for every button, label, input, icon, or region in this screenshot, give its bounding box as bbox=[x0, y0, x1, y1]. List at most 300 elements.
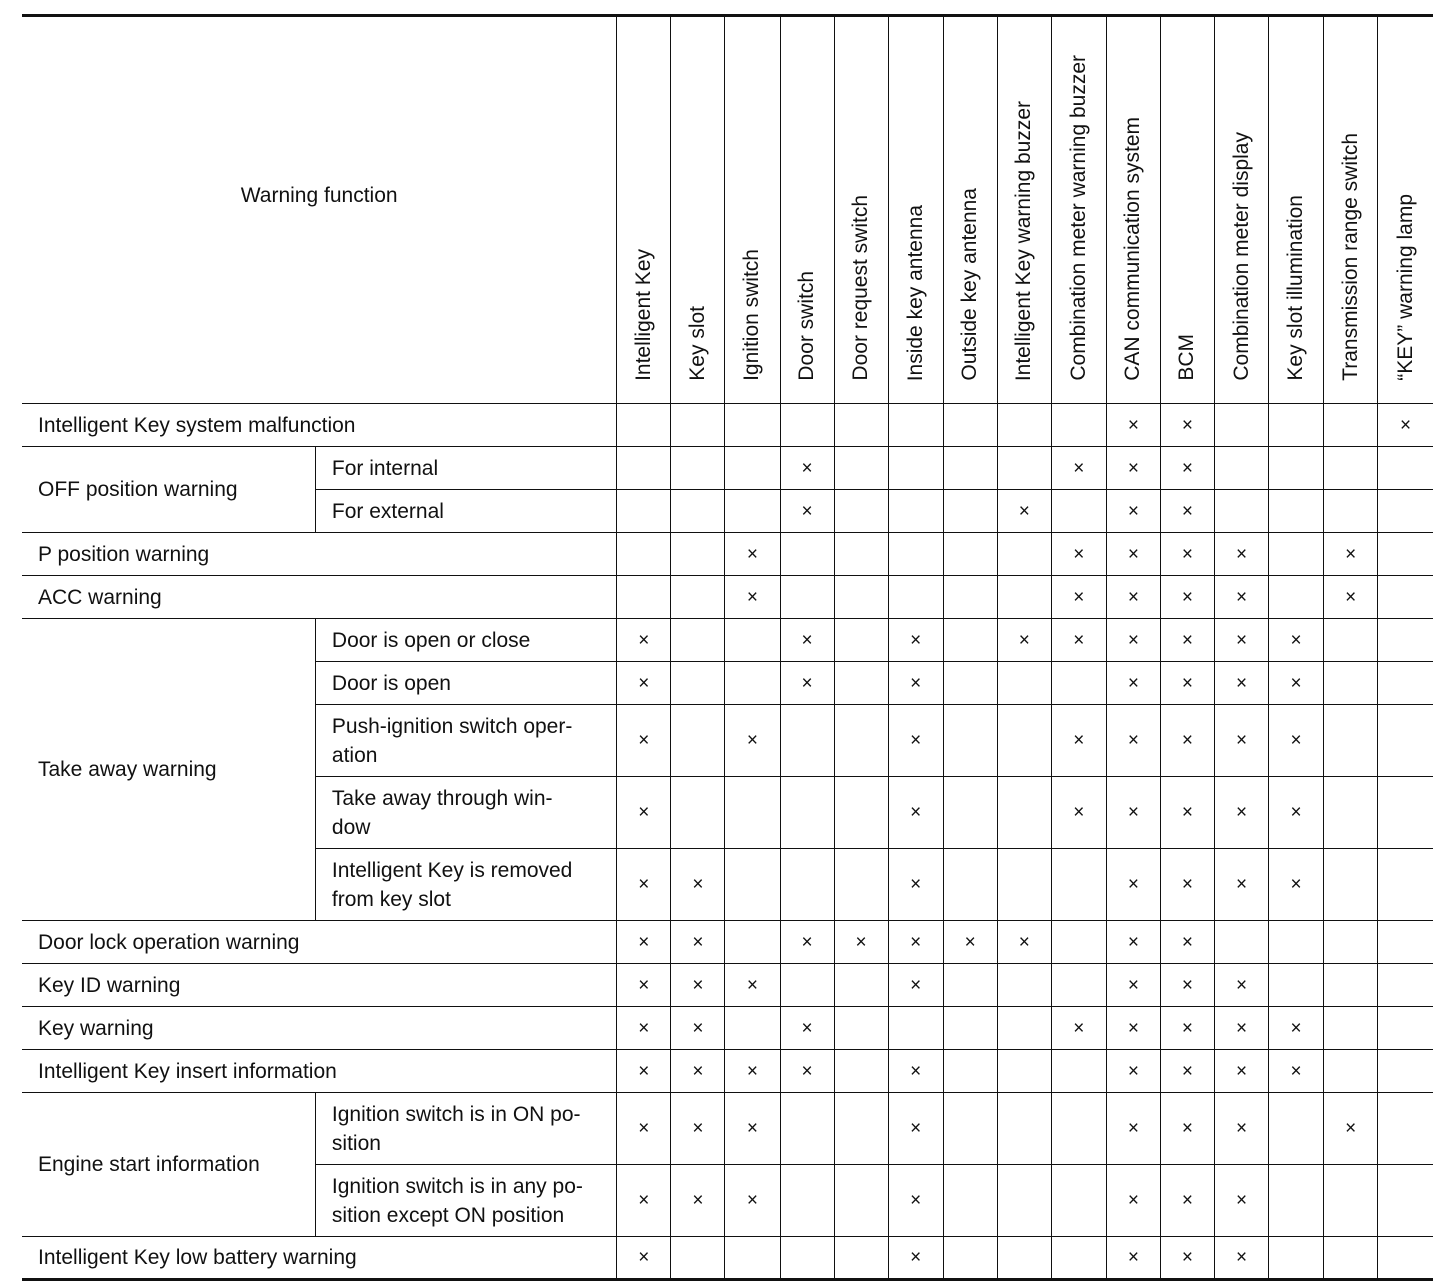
col-header-key-slot bbox=[671, 16, 725, 404]
empty-cell bbox=[617, 533, 671, 576]
applicable-mark: × bbox=[1160, 1007, 1214, 1050]
empty-cell bbox=[1051, 849, 1106, 921]
empty-cell bbox=[780, 404, 834, 447]
applicable-mark: × bbox=[1160, 576, 1214, 619]
applicable-mark: × bbox=[1106, 1093, 1160, 1165]
empty-cell bbox=[725, 662, 780, 705]
empty-cell bbox=[997, 447, 1051, 490]
empty-cell bbox=[617, 576, 671, 619]
applicable-mark: × bbox=[1215, 576, 1269, 619]
empty-cell bbox=[888, 447, 943, 490]
col-header-label: Inside key antenna bbox=[903, 204, 927, 381]
col-header-label: Combination meter warning buzzer bbox=[1066, 55, 1090, 381]
warning-function-label: ACC warning bbox=[22, 576, 617, 619]
empty-cell bbox=[780, 777, 834, 849]
applicable-mark: × bbox=[1051, 576, 1106, 619]
empty-cell bbox=[1324, 447, 1378, 490]
empty-cell bbox=[997, 576, 1051, 619]
applicable-mark: × bbox=[888, 1050, 943, 1093]
col-header-can-communication-system bbox=[1106, 16, 1160, 404]
col-header-label: Transmission range switch bbox=[1338, 133, 1362, 381]
applicable-mark: × bbox=[1106, 1007, 1160, 1050]
col-header-label: Door request switch bbox=[849, 195, 873, 381]
applicable-mark: × bbox=[1106, 490, 1160, 533]
applicable-mark: × bbox=[1160, 533, 1214, 576]
empty-cell bbox=[834, 1050, 888, 1093]
col-header-intelligent-key bbox=[617, 16, 671, 404]
empty-cell bbox=[1269, 921, 1324, 964]
empty-cell bbox=[1378, 490, 1433, 533]
col-header-label: Combination meter display bbox=[1229, 132, 1253, 381]
empty-cell bbox=[1324, 619, 1378, 662]
applicable-mark: × bbox=[1160, 964, 1214, 1007]
applicable-mark: × bbox=[1215, 964, 1269, 1007]
empty-cell bbox=[1269, 404, 1324, 447]
col-header-combination-meter-warning-buzzer bbox=[1051, 16, 1106, 404]
empty-cell bbox=[725, 921, 780, 964]
empty-cell bbox=[1378, 576, 1433, 619]
warning-function-label: Key ID warning bbox=[22, 964, 617, 1007]
col-header-door-switch bbox=[780, 16, 834, 404]
empty-cell bbox=[1051, 662, 1106, 705]
applicable-mark: × bbox=[1051, 619, 1106, 662]
applicable-mark: × bbox=[1106, 533, 1160, 576]
empty-cell bbox=[1378, 619, 1433, 662]
empty-cell bbox=[1378, 705, 1433, 777]
applicable-mark: × bbox=[1269, 777, 1324, 849]
table-row bbox=[22, 619, 1433, 662]
col-header-door-request-switch bbox=[834, 16, 888, 404]
applicable-mark: × bbox=[671, 849, 725, 921]
table-row bbox=[22, 404, 1433, 447]
applicable-mark: × bbox=[943, 921, 997, 964]
empty-cell bbox=[943, 447, 997, 490]
empty-cell bbox=[1378, 849, 1433, 921]
empty-cell bbox=[1324, 964, 1378, 1007]
applicable-mark: × bbox=[1106, 1050, 1160, 1093]
applicable-mark: × bbox=[1051, 447, 1106, 490]
applicable-mark: × bbox=[1269, 849, 1324, 921]
empty-cell bbox=[780, 533, 834, 576]
empty-cell bbox=[725, 777, 780, 849]
applicable-mark: × bbox=[1215, 533, 1269, 576]
table-row bbox=[22, 1237, 1433, 1280]
applicable-mark: × bbox=[617, 964, 671, 1007]
applicable-mark: × bbox=[780, 1050, 834, 1093]
applicable-mark: × bbox=[888, 1165, 943, 1237]
warning-function-header: Warning function bbox=[22, 16, 617, 404]
applicable-mark: × bbox=[1106, 849, 1160, 921]
table-row bbox=[22, 1050, 1433, 1093]
empty-cell bbox=[997, 1007, 1051, 1050]
applicable-mark: × bbox=[617, 705, 671, 777]
empty-cell bbox=[943, 533, 997, 576]
empty-cell bbox=[671, 447, 725, 490]
empty-cell bbox=[725, 490, 780, 533]
applicable-mark: × bbox=[725, 1093, 780, 1165]
applicable-mark: × bbox=[1215, 849, 1269, 921]
empty-cell bbox=[997, 849, 1051, 921]
empty-cell bbox=[1269, 576, 1324, 619]
empty-cell bbox=[780, 1093, 834, 1165]
empty-cell bbox=[943, 1093, 997, 1165]
empty-cell bbox=[943, 849, 997, 921]
table-row bbox=[22, 1093, 1433, 1165]
applicable-mark: × bbox=[1051, 1007, 1106, 1050]
col-header-label: Door switch bbox=[795, 271, 819, 381]
warning-function-label: Intelligent Key insert information bbox=[22, 1050, 617, 1093]
empty-cell bbox=[1269, 1237, 1324, 1280]
empty-cell bbox=[834, 777, 888, 849]
empty-cell bbox=[834, 1007, 888, 1050]
applicable-mark: × bbox=[1160, 921, 1214, 964]
empty-cell bbox=[1378, 964, 1433, 1007]
empty-cell bbox=[1269, 964, 1324, 1007]
warning-condition-label: Door is open bbox=[315, 662, 616, 705]
empty-cell bbox=[671, 777, 725, 849]
applicable-mark: × bbox=[780, 662, 834, 705]
applicable-mark: × bbox=[1269, 619, 1324, 662]
empty-cell bbox=[1378, 1007, 1433, 1050]
applicable-mark: × bbox=[1160, 1165, 1214, 1237]
empty-cell bbox=[834, 404, 888, 447]
applicable-mark: × bbox=[1215, 1007, 1269, 1050]
applicable-mark: × bbox=[1106, 705, 1160, 777]
empty-cell bbox=[1215, 921, 1269, 964]
col-header-transmission-range-switch bbox=[1324, 16, 1378, 404]
applicable-mark: × bbox=[1160, 849, 1214, 921]
empty-cell bbox=[1324, 705, 1378, 777]
col-header-label: Key slot illumination bbox=[1284, 195, 1308, 381]
applicable-mark: × bbox=[888, 1093, 943, 1165]
applicable-mark: × bbox=[834, 921, 888, 964]
applicable-mark: × bbox=[617, 1050, 671, 1093]
empty-cell bbox=[780, 576, 834, 619]
empty-cell bbox=[725, 1237, 780, 1280]
col-header-label: CAN communication system bbox=[1121, 117, 1145, 381]
applicable-mark: × bbox=[888, 619, 943, 662]
applicable-mark: × bbox=[617, 849, 671, 921]
empty-cell bbox=[943, 777, 997, 849]
warning-function-label: Door lock operation warning bbox=[22, 921, 617, 964]
table-row bbox=[22, 964, 1433, 1007]
empty-cell bbox=[1051, 490, 1106, 533]
empty-cell bbox=[1269, 490, 1324, 533]
applicable-mark: × bbox=[1106, 576, 1160, 619]
empty-cell bbox=[671, 576, 725, 619]
applicable-mark: × bbox=[888, 964, 943, 1007]
empty-cell bbox=[1378, 1093, 1433, 1165]
table-row bbox=[22, 1007, 1433, 1050]
applicable-mark: × bbox=[888, 921, 943, 964]
empty-cell bbox=[888, 490, 943, 533]
table-row bbox=[22, 576, 1433, 619]
empty-cell bbox=[943, 705, 997, 777]
col-header-label: Outside key antenna bbox=[958, 188, 982, 381]
empty-cell bbox=[1051, 921, 1106, 964]
col-header-label: BCM bbox=[1175, 334, 1199, 381]
empty-cell bbox=[1324, 777, 1378, 849]
empty-cell bbox=[834, 490, 888, 533]
col-header-ignition-switch bbox=[725, 16, 780, 404]
applicable-mark: × bbox=[1378, 404, 1433, 447]
applicable-mark: × bbox=[1106, 619, 1160, 662]
empty-cell bbox=[671, 705, 725, 777]
applicable-mark: × bbox=[1106, 1237, 1160, 1280]
empty-cell bbox=[725, 404, 780, 447]
empty-cell bbox=[997, 533, 1051, 576]
applicable-mark: × bbox=[617, 1007, 671, 1050]
empty-cell bbox=[997, 777, 1051, 849]
col-header-key-warning-lamp bbox=[1378, 16, 1433, 404]
applicable-mark: × bbox=[997, 490, 1051, 533]
warning-function-label: Intelligent Key low battery warning bbox=[22, 1237, 617, 1280]
empty-cell bbox=[834, 619, 888, 662]
warning-condition-label: Intelligent Key is removed from key slot bbox=[315, 849, 616, 921]
applicable-mark: × bbox=[1215, 1165, 1269, 1237]
col-header-label: Intelligent Key bbox=[631, 249, 655, 381]
applicable-mark: × bbox=[1160, 705, 1214, 777]
empty-cell bbox=[997, 705, 1051, 777]
empty-cell bbox=[671, 490, 725, 533]
warning-condition-label: Take away through win- dow bbox=[315, 777, 616, 849]
empty-cell bbox=[1051, 1165, 1106, 1237]
empty-cell bbox=[1378, 1050, 1433, 1093]
empty-cell bbox=[1051, 1050, 1106, 1093]
warning-group-label: Engine start information bbox=[22, 1093, 315, 1237]
applicable-mark: × bbox=[1269, 705, 1324, 777]
empty-cell bbox=[834, 662, 888, 705]
warning-condition-label: Push-ignition switch oper- ation bbox=[315, 705, 616, 777]
empty-cell bbox=[1051, 1093, 1106, 1165]
col-header-label: Ignition switch bbox=[740, 249, 764, 381]
applicable-mark: × bbox=[617, 921, 671, 964]
empty-cell bbox=[671, 404, 725, 447]
empty-cell bbox=[1324, 921, 1378, 964]
empty-cell bbox=[1269, 1165, 1324, 1237]
applicable-mark: × bbox=[1051, 705, 1106, 777]
empty-cell bbox=[943, 662, 997, 705]
applicable-mark: × bbox=[671, 964, 725, 1007]
warning-condition-label: For external bbox=[315, 490, 616, 533]
empty-cell bbox=[997, 662, 1051, 705]
warning-function-label: Intelligent Key system malfunction bbox=[22, 404, 617, 447]
applicable-mark: × bbox=[997, 619, 1051, 662]
empty-cell bbox=[997, 1165, 1051, 1237]
empty-cell bbox=[943, 404, 997, 447]
applicable-mark: × bbox=[888, 705, 943, 777]
empty-cell bbox=[1051, 964, 1106, 1007]
empty-cell bbox=[1215, 490, 1269, 533]
empty-cell bbox=[1324, 1007, 1378, 1050]
empty-cell bbox=[671, 1237, 725, 1280]
col-header-label: Intelligent Key warning buzzer bbox=[1012, 100, 1036, 381]
table-body bbox=[22, 16, 1433, 1280]
empty-cell bbox=[1324, 404, 1378, 447]
empty-cell bbox=[1269, 447, 1324, 490]
applicable-mark: × bbox=[1160, 490, 1214, 533]
empty-cell bbox=[834, 533, 888, 576]
warning-condition-label: Door is open or close bbox=[315, 619, 616, 662]
empty-cell bbox=[725, 447, 780, 490]
empty-cell bbox=[1378, 1165, 1433, 1237]
warning-function-table bbox=[22, 14, 1433, 1281]
warning-group-label: Take away warning bbox=[22, 619, 315, 921]
applicable-mark: × bbox=[1051, 533, 1106, 576]
applicable-mark: × bbox=[725, 964, 780, 1007]
applicable-mark: × bbox=[1106, 921, 1160, 964]
empty-cell bbox=[725, 1007, 780, 1050]
applicable-mark: × bbox=[1106, 1165, 1160, 1237]
empty-cell bbox=[834, 1093, 888, 1165]
applicable-mark: × bbox=[997, 921, 1051, 964]
empty-cell bbox=[725, 619, 780, 662]
applicable-mark: × bbox=[1269, 662, 1324, 705]
empty-cell bbox=[1324, 490, 1378, 533]
applicable-mark: × bbox=[888, 777, 943, 849]
applicable-mark: × bbox=[725, 576, 780, 619]
col-header-outside-key-antenna bbox=[943, 16, 997, 404]
empty-cell bbox=[888, 1007, 943, 1050]
warning-function-label: P position warning bbox=[22, 533, 617, 576]
empty-cell bbox=[1378, 921, 1433, 964]
empty-cell bbox=[943, 490, 997, 533]
applicable-mark: × bbox=[780, 1007, 834, 1050]
empty-cell bbox=[834, 705, 888, 777]
table-row bbox=[22, 533, 1433, 576]
applicable-mark: × bbox=[725, 1165, 780, 1237]
empty-cell bbox=[943, 576, 997, 619]
empty-cell bbox=[780, 1165, 834, 1237]
warning-condition-label: Ignition switch is in any po- sition except ON position bbox=[315, 1165, 616, 1237]
applicable-mark: × bbox=[725, 705, 780, 777]
empty-cell bbox=[617, 404, 671, 447]
applicable-mark: × bbox=[1106, 964, 1160, 1007]
applicable-mark: × bbox=[617, 1237, 671, 1280]
applicable-mark: × bbox=[1106, 404, 1160, 447]
col-header-intelligent-key-warning-buzzer bbox=[997, 16, 1051, 404]
applicable-mark: × bbox=[1160, 1093, 1214, 1165]
warning-condition-label: For internal bbox=[315, 447, 616, 490]
applicable-mark: × bbox=[671, 921, 725, 964]
empty-cell bbox=[943, 964, 997, 1007]
empty-cell bbox=[1051, 1237, 1106, 1280]
warning-condition-label: Ignition switch is in ON po- sition bbox=[315, 1093, 616, 1165]
col-header-bcm bbox=[1160, 16, 1214, 404]
warning-group-label: OFF position warning bbox=[22, 447, 315, 533]
empty-cell bbox=[671, 619, 725, 662]
applicable-mark: × bbox=[1215, 662, 1269, 705]
applicable-mark: × bbox=[780, 490, 834, 533]
applicable-mark: × bbox=[617, 1165, 671, 1237]
empty-cell bbox=[834, 1237, 888, 1280]
empty-cell bbox=[1378, 533, 1433, 576]
applicable-mark: × bbox=[1269, 1050, 1324, 1093]
empty-cell bbox=[1378, 662, 1433, 705]
applicable-mark: × bbox=[1160, 1237, 1214, 1280]
applicable-mark: × bbox=[1160, 404, 1214, 447]
applicable-mark: × bbox=[671, 1165, 725, 1237]
table-row bbox=[22, 447, 1433, 490]
empty-cell bbox=[943, 619, 997, 662]
applicable-mark: × bbox=[1215, 777, 1269, 849]
applicable-mark: × bbox=[617, 1093, 671, 1165]
applicable-mark: × bbox=[1051, 777, 1106, 849]
empty-cell bbox=[725, 849, 780, 921]
applicable-mark: × bbox=[1160, 447, 1214, 490]
applicable-mark: × bbox=[617, 662, 671, 705]
empty-cell bbox=[617, 490, 671, 533]
empty-cell bbox=[943, 1007, 997, 1050]
empty-cell bbox=[780, 964, 834, 1007]
col-header-key-slot-illumination bbox=[1269, 16, 1324, 404]
applicable-mark: × bbox=[1106, 662, 1160, 705]
empty-cell bbox=[888, 404, 943, 447]
applicable-mark: × bbox=[1324, 576, 1378, 619]
empty-cell bbox=[943, 1237, 997, 1280]
col-header-combination-meter-display bbox=[1215, 16, 1269, 404]
empty-cell bbox=[617, 447, 671, 490]
empty-cell bbox=[1324, 662, 1378, 705]
applicable-mark: × bbox=[1215, 1093, 1269, 1165]
empty-cell bbox=[1215, 447, 1269, 490]
empty-cell bbox=[1324, 1237, 1378, 1280]
empty-cell bbox=[834, 576, 888, 619]
applicable-mark: × bbox=[617, 777, 671, 849]
header-row bbox=[22, 16, 1433, 404]
applicable-mark: × bbox=[671, 1050, 725, 1093]
applicable-mark: × bbox=[1160, 619, 1214, 662]
empty-cell bbox=[1378, 777, 1433, 849]
applicable-mark: × bbox=[888, 662, 943, 705]
applicable-mark: × bbox=[1215, 1237, 1269, 1280]
warning-function-label: Key warning bbox=[22, 1007, 617, 1050]
col-header-label: “KEY” warning lamp bbox=[1393, 194, 1417, 381]
empty-cell bbox=[1378, 447, 1433, 490]
applicable-mark: × bbox=[1106, 447, 1160, 490]
empty-cell bbox=[780, 705, 834, 777]
empty-cell bbox=[997, 1050, 1051, 1093]
empty-cell bbox=[997, 1237, 1051, 1280]
applicable-mark: × bbox=[1215, 619, 1269, 662]
applicable-mark: × bbox=[1160, 662, 1214, 705]
applicable-mark: × bbox=[780, 619, 834, 662]
applicable-mark: × bbox=[888, 1237, 943, 1280]
empty-cell bbox=[997, 1093, 1051, 1165]
empty-cell bbox=[834, 1165, 888, 1237]
col-header-label: Key slot bbox=[685, 306, 709, 381]
empty-cell bbox=[780, 1237, 834, 1280]
empty-cell bbox=[834, 964, 888, 1007]
empty-cell bbox=[1324, 1050, 1378, 1093]
applicable-mark: × bbox=[617, 619, 671, 662]
applicable-mark: × bbox=[1160, 1050, 1214, 1093]
empty-cell bbox=[671, 533, 725, 576]
applicable-mark: × bbox=[671, 1007, 725, 1050]
empty-cell bbox=[943, 1050, 997, 1093]
empty-cell bbox=[1051, 404, 1106, 447]
empty-cell bbox=[1215, 404, 1269, 447]
empty-cell bbox=[834, 849, 888, 921]
empty-cell bbox=[671, 662, 725, 705]
empty-cell bbox=[888, 533, 943, 576]
empty-cell bbox=[943, 1165, 997, 1237]
empty-cell bbox=[997, 404, 1051, 447]
applicable-mark: × bbox=[725, 533, 780, 576]
applicable-mark: × bbox=[1215, 1050, 1269, 1093]
applicable-mark: × bbox=[1324, 533, 1378, 576]
applicable-mark: × bbox=[888, 849, 943, 921]
